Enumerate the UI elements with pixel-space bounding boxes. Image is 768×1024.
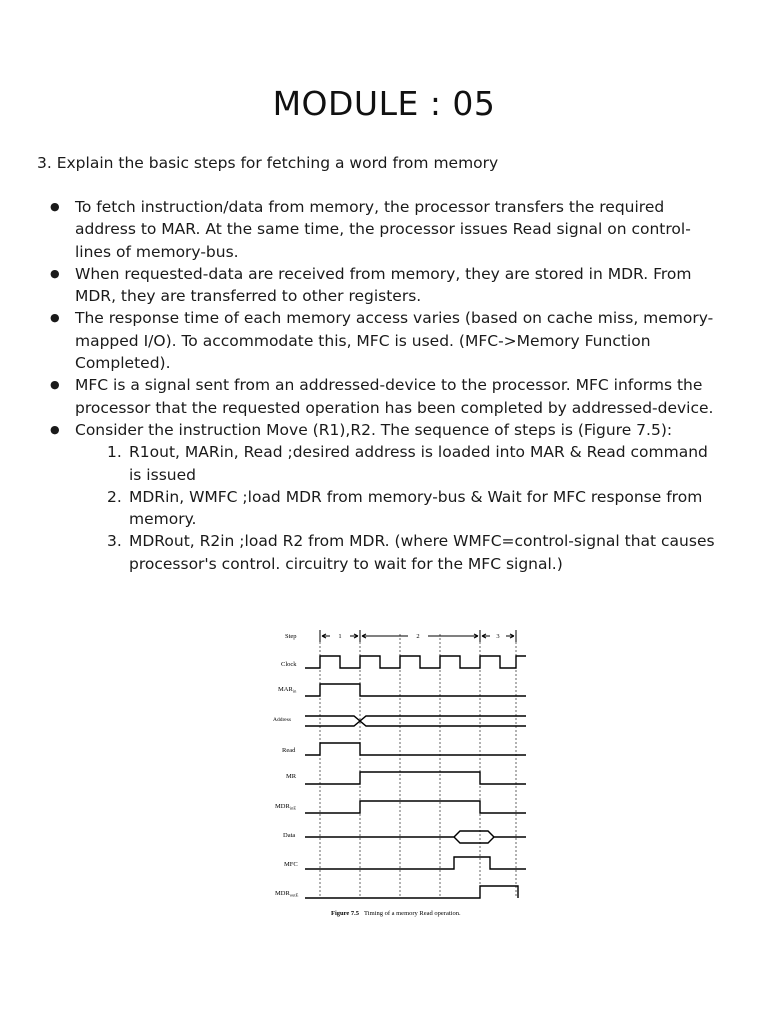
signal-label: Read	[282, 747, 296, 754]
waveforms	[305, 656, 526, 898]
bullet-item-with-steps	[0, 419, 768, 575]
step-label: 1	[338, 633, 342, 640]
step-item	[75, 530, 720, 575]
signal-label: $MAR_{in}$	[278, 686, 297, 694]
signal-label: MFC	[284, 861, 298, 868]
step-text: MDRin, WMFC ;load MDR from memory-bus & Wait for MFC response from memory.	[129, 487, 703, 529]
signal-label: $MDR_{inE}$	[275, 803, 297, 811]
question-heading: 3. Explain the basic steps for fetching a word from memory	[37, 154, 499, 172]
step-label: 2	[416, 633, 420, 640]
step-label: 3	[496, 633, 500, 640]
signal-label: $MDR_{outE}$	[275, 890, 299, 898]
data-wave	[305, 831, 526, 843]
signal-label: Data	[283, 832, 296, 839]
signal-label: MR	[286, 773, 297, 780]
bullet-item: ● To fetch instruction/data from memory, the processor transfers the required address to MAR. At the same time, the processor issues Read signal on control-lines of memory-bus.	[0, 196, 768, 263]
figure-caption: Figure 7.5 Timing of a memory Read operation.	[331, 910, 461, 917]
signal-label: Clock	[281, 661, 297, 668]
bullet-list	[0, 196, 768, 575]
mr-wave	[305, 772, 526, 784]
mdr-in-wave	[305, 801, 526, 813]
bullet-item: ● The response time of each memory access varies (based on cache miss, memory-mapped I/O). To accommodate this, MFC is used. (MFC->Memory Function Completed).	[0, 307, 768, 374]
bullet-text: Consider the instruction Move (R1),R2. The sequence of steps is (Figure 7.5):	[75, 420, 673, 439]
step-item	[75, 441, 720, 486]
step-item	[75, 486, 720, 531]
clock-wave	[305, 656, 526, 668]
bullet-item: ● When requested-data are received from memory, they are stored in MDR. From MDR, they are transferred to other registers.	[0, 263, 768, 308]
step-text: MDRout, R2in ;load R2 from MDR. (where WMFC=control-signal that causes processor's control. circuitry to wait for the MFC signal.)	[129, 532, 715, 573]
signal-label: Step	[285, 633, 297, 640]
step-number: 2.	[107, 487, 122, 506]
step-number: 3.	[107, 532, 122, 551]
page-title: MODULE : 05	[272, 84, 496, 123]
timing-diagram	[268, 624, 538, 924]
step-number: 1.	[107, 443, 122, 462]
bullet-item: ● MFC is a signal sent from an addressed-device to the processor. MFC informs the processor that the requested operation has been completed by addressed-device.	[0, 374, 768, 419]
read-wave	[305, 743, 526, 755]
address-wave	[305, 716, 526, 726]
signal-labels	[273, 633, 299, 898]
step-text: R1out, MARin, Read ;desired address is loaded into MAR & Read command is issued	[129, 443, 708, 484]
mar-in-wave	[305, 684, 526, 696]
mdr-out-wave	[305, 886, 518, 898]
step-list	[75, 441, 720, 575]
timing-diagram-figure	[268, 624, 538, 924]
signal-label: Address	[273, 717, 292, 723]
mfc-wave	[305, 857, 526, 869]
